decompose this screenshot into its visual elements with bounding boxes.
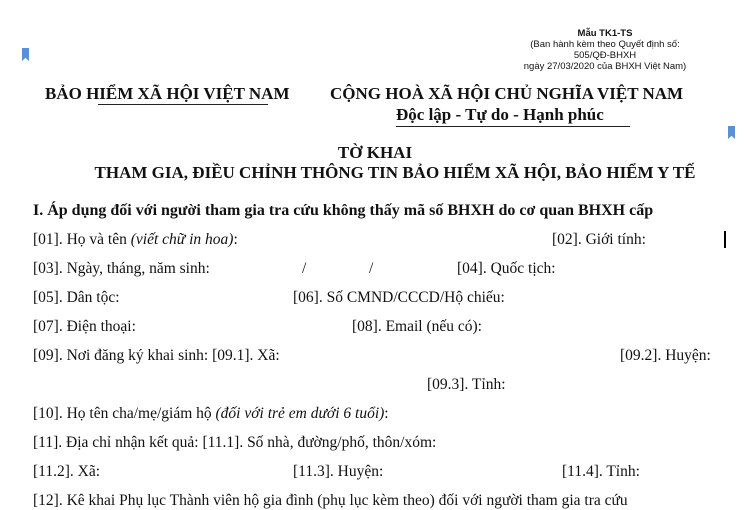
form-note-line: 505/QĐ-BHXH bbox=[573, 50, 637, 61]
field-household-appendix[interactable]: [12]. Kê khai Phụ lục Thành viên hộ gia đình (phụ lục kèm theo) đối với người tham gia tra cứu bbox=[33, 492, 628, 509]
field-address-commune[interactable]: [11.2]. Xã: bbox=[33, 463, 101, 480]
hint: (viết chữ in hoa) bbox=[130, 231, 234, 248]
field-email[interactable]: [08]. Email (nếu có): bbox=[352, 318, 482, 335]
date-separator: / bbox=[302, 260, 307, 277]
field-guardian[interactable] bbox=[33, 405, 389, 423]
field-phone[interactable]: [07]. Điện thoại: bbox=[33, 318, 136, 335]
text-cursor bbox=[724, 231, 726, 248]
label: [10]. Họ tên cha/mẹ/giám hộ bbox=[33, 405, 212, 422]
field-address-district[interactable]: [11.3]. Huyện: bbox=[293, 463, 384, 480]
field-address-province[interactable]: [11.4]. Tỉnh: bbox=[562, 463, 640, 480]
field-birth-commune[interactable]: [09]. Nơi đăng ký khai sinh: [09.1]. Xã: bbox=[33, 347, 280, 364]
subtitle: THAM GIA, ĐIỀU CHỈNH THÔNG TIN BẢO HIỂM XÃ HỘI, BẢO HIỂM Y TẾ bbox=[94, 163, 696, 182]
section-heading: I. Áp dụng đối với người tham gia tra cứu không thấy mã số BHXH do cơ quan BHXH cấp bbox=[33, 202, 654, 219]
date-separator: / bbox=[369, 260, 374, 277]
form-note-line: ngày 27/03/2020 của BHXH Việt Nam) bbox=[523, 61, 687, 72]
bookmark-icon[interactable] bbox=[728, 126, 735, 139]
nation-name: CỘNG HOÀ XÃ HỘI CHỦ NGHĨA VIỆT NAM bbox=[330, 84, 684, 103]
field-nationality[interactable]: [04]. Quốc tịch: bbox=[457, 260, 556, 277]
field-full-name[interactable] bbox=[33, 231, 238, 249]
field-ethnicity[interactable]: [05]. Dân tộc: bbox=[33, 289, 120, 306]
form-code: Mẫu TK1-TS bbox=[577, 28, 633, 39]
divider bbox=[396, 126, 630, 127]
hint: (đối với trẻ em dưới 6 tuổi) bbox=[215, 405, 385, 422]
org-name: BẢO HIỂM XÃ HỘI VIỆT NAM bbox=[45, 84, 290, 103]
field-birth-province[interactable]: [09.3]. Tỉnh: bbox=[427, 376, 506, 393]
divider bbox=[98, 104, 268, 105]
field-birth-district[interactable]: [09.2]. Huyện: bbox=[620, 347, 711, 364]
field-result-address[interactable]: [11]. Địa chỉ nhận kết quả: [11.1]. Số nhà, đường/phố, thôn/xóm: bbox=[33, 434, 437, 451]
label: : bbox=[233, 231, 238, 248]
field-id-number[interactable]: [06]. Số CMND/CCCD/Hộ chiếu: bbox=[293, 289, 505, 306]
label: : bbox=[384, 405, 389, 422]
field-gender[interactable]: [02]. Giới tính: bbox=[552, 231, 646, 248]
form-note-line: (Ban hành kèm theo Quyết định số: bbox=[530, 39, 680, 50]
bookmark-icon[interactable] bbox=[22, 48, 29, 61]
title: TỜ KHAI bbox=[337, 143, 413, 162]
label: [01]. Họ và tên bbox=[33, 231, 127, 248]
field-birth-date[interactable]: [03]. Ngày, tháng, năm sinh: bbox=[33, 260, 210, 277]
motto: Độc lập - Tự do - Hạnh phúc bbox=[396, 105, 604, 124]
